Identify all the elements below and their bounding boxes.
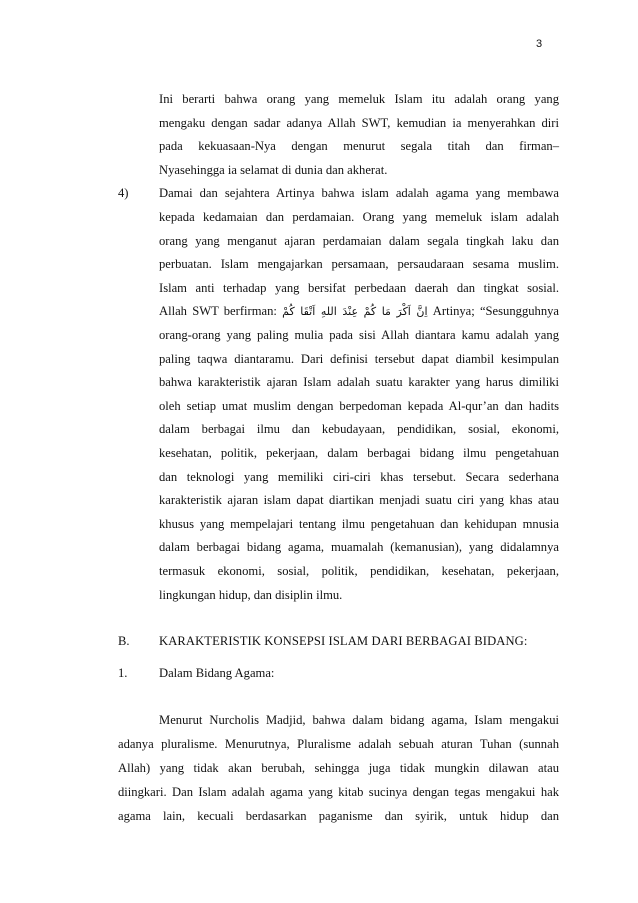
- body-line: lingkungan hidup, dan disiplin ilmu.: [159, 588, 343, 602]
- page-number: 3: [536, 38, 543, 50]
- body-line: perbuatan. Islam mengajarkan persamaan, persaudaraan sesama muslim.: [159, 257, 559, 271]
- firman-line: [159, 303, 559, 320]
- body-line: adanya pluralisme. Menurutnya, Pluralisme adalah sebuah aturan Tuhan (sunnah: [118, 737, 559, 751]
- body-line: dalam berbagai ilmu dan kebudayaan, pendidikan, sosial, ekonomi,: [159, 422, 559, 436]
- body-line: dan teknologi yang memiliki ciri-ciri khas tersebut. Secara sederhana: [159, 470, 559, 484]
- body-line: Allah) yang tidak akan berubah, sehingga juga tidak mungkin dilawan atau: [118, 761, 559, 775]
- body-line: pada kekuasaan-Nya dengan menurut segala titah dan firman–: [159, 139, 559, 153]
- body-line: khusus yang mempelajari tentang ilmu pengetahuan dan kehidupan mnusia: [159, 517, 559, 531]
- body-line: oleh setiap umat muslim dengan berpedoman kepada Al-qur’an dan hadits: [159, 399, 559, 413]
- body-line: Damai dan sejahtera Artinya bahwa islam adalah agama yang membawa: [159, 186, 559, 200]
- body-line: diingkari. Dan Islam adalah agama yang kitab sucinya dengan tegas mengakui hak: [118, 785, 559, 799]
- body-line: Nyasehingga ia selamat di dunia dan akherat.: [159, 163, 388, 177]
- section-marker: B.: [118, 634, 130, 648]
- body-line: Ini berarti bahwa orang yang memeluk Islam itu adalah orang yang: [159, 92, 559, 106]
- arabic-verse: اِنَّ اَكْرَ مَا كُمْ عِنْدَ اللهِ اَتْقَا كُمْ: [282, 305, 428, 318]
- body-line: karakteristik ajaran islam dapat diartikan menjadi suatu ciri yang khas atau: [159, 493, 559, 507]
- firman-suffix: Artinya; “Sesungguhnya: [432, 304, 560, 318]
- subsection-marker: 1.: [118, 666, 128, 680]
- body-line: paling taqwa diantaramu. Dari definisi tersebut dapat diambil kesimpulan: [159, 352, 559, 366]
- body-line: mengaku dengan sadar adanya Allah SWT, kemudian ia menyerahkan diri: [159, 116, 559, 130]
- firman-prefix: Allah SWT berfirman:: [159, 304, 277, 318]
- body-line: bahwa karakteristik ajaran Islam adalah suatu karakter yang harus dimiliki: [159, 375, 559, 389]
- body-line: termasuk ekonomi, sosial, politik, pendidikan, kesehatan, pekerjaan,: [159, 564, 559, 578]
- subsection-heading: Dalam Bidang Agama:: [159, 666, 275, 680]
- body-line: Menurut Nurcholis Madjid, bahwa dalam bidang agama, Islam mengakui: [159, 713, 559, 727]
- body-line: dalam berbagai bidang agama, muamalah (kemanusian), yang didalamnya: [159, 540, 559, 554]
- list-marker: 4): [118, 186, 129, 200]
- body-line: orang yang menganut ajaran perdamaian dalam segala tingkah laku dan: [159, 234, 559, 248]
- body-line: kepada kedamaian dan perdamaian. Orang yang memeluk islam adalah: [159, 210, 559, 224]
- body-line: kesehatan, politik, pekerjaan, dalam berbagai bidang ilmu pengetahuan: [159, 446, 559, 460]
- body-line: agama lain, kecuali berdasarkan paganisme dan syirik, untuk hidup dan: [118, 809, 559, 823]
- section-heading: KARAKTERISTIK KONSEPSI ISLAM DARI BERBAGAI BIDANG:: [159, 634, 528, 648]
- body-line: Islam anti terhadap yang bersifat perbedaan daerah dan tingkat sosial.: [159, 281, 559, 295]
- body-line: orang-orang yang paling mulia pada sisi Allah diantara kamu adalah yang: [159, 328, 559, 342]
